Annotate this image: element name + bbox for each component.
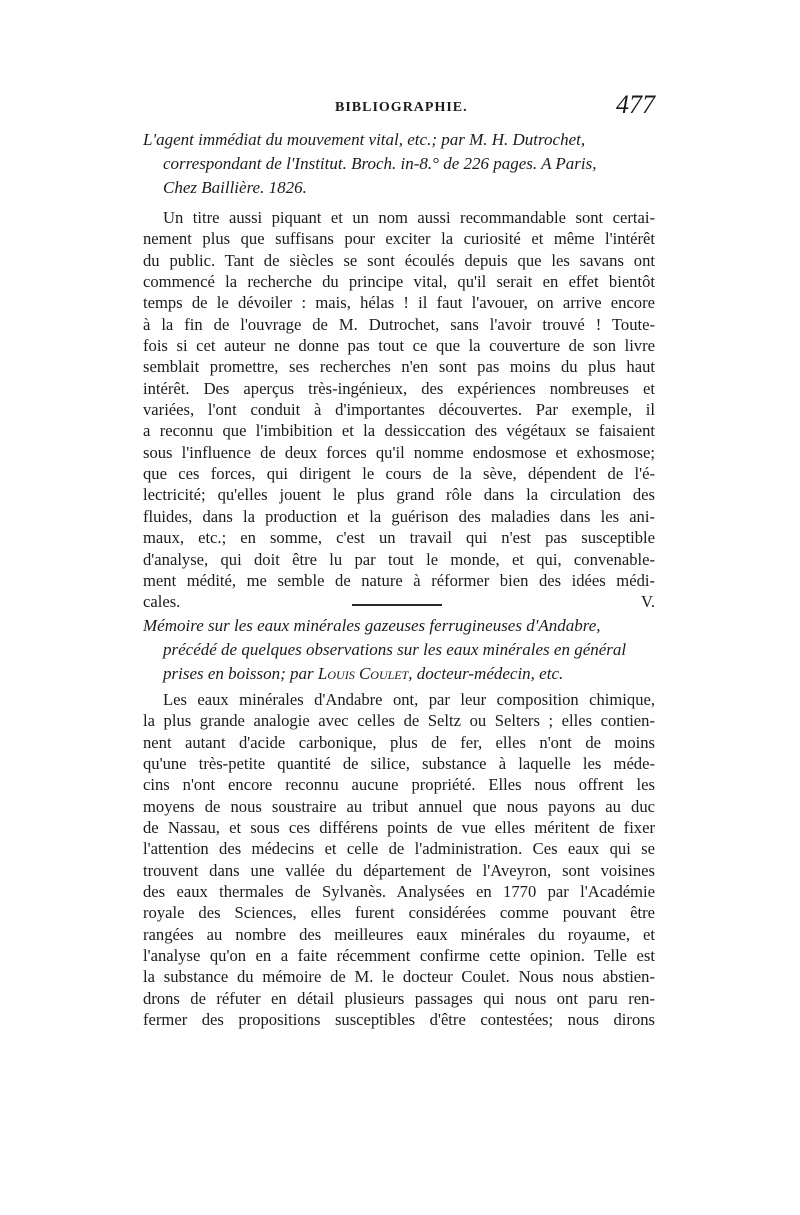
- text-line: nent autant d'acide carbonique, plus de fer, elles n'ont de moins: [143, 732, 655, 752]
- entry-title-line: correspondant de l'Institut. Broch. in-8.° de 226 pages. A Paris,: [163, 154, 597, 173]
- review-paragraph: [143, 689, 655, 1031]
- text-line: variées, l'ont conduit à d'importantes découvertes. Par exemple, il: [143, 400, 655, 420]
- text-line: rangées au nombre des meilleures eaux minérales du royaume, et: [143, 924, 655, 944]
- text-line: ment médité, me semble de nature à réformer bien des idées médi-: [143, 570, 655, 590]
- text-line: semblait promettre, ses recherches n'en sont pas moins du plus haut: [143, 357, 655, 377]
- text-line: Un titre aussi piquant et un nom aussi recommandable sont certai-: [163, 208, 655, 227]
- text-line: commencé la recherche du principe vital, qu'il serait en effet bientôt: [143, 272, 655, 292]
- text-line: trouvent dans une vallée du département de l'Aveyron, sont voisines: [143, 860, 655, 880]
- text-line: intérêt. Des aperçus très-ingénieux, des expériences nombreuses et: [143, 378, 655, 398]
- page-number: 477: [616, 90, 655, 119]
- text-line: temps de le dévoiler : mais, hélas ! il faut l'avouer, on arrive encore: [143, 293, 655, 313]
- text-line: fluides, dans la production et la guérison des maladies dans les ani-: [143, 506, 655, 526]
- section-divider: [352, 604, 442, 606]
- author-name: Louis Coulet: [317, 664, 409, 683]
- entry-title-line: L'agent immédiat du mouvement vital, etc.; par M. H. Dutrochet,: [143, 130, 586, 149]
- text-line: a reconnu que l'imbibition et la dessiccation des végétaux se faisaient: [143, 421, 655, 441]
- entry-title-text: prises en boisson; par: [163, 664, 314, 683]
- page-header: [145, 90, 655, 126]
- closing-line: [143, 591, 655, 612]
- text-line: la plus grande analogie avec celles de Seltz ou Selters ; elles contien-: [143, 711, 655, 731]
- entry-title-line: Chez Baillière. 1826.: [163, 178, 307, 197]
- review-paragraph: [143, 207, 655, 613]
- text-line: royale des Sciences, elles furent considérées comme pouvant être: [143, 903, 655, 923]
- text-line: du public. Tant de siècles se sont écoulés depuis que les savans ont: [143, 250, 655, 270]
- text-line: nement plus que suffisans pour exciter la curiosité et même l'intérêt: [143, 229, 655, 249]
- text-line: sous l'influence de deux forces qu'il nomme endosmose et exhosmose;: [143, 442, 655, 462]
- entry-dutrochet: [143, 128, 655, 200]
- entry-coulet: [143, 614, 655, 686]
- entry-title: [143, 128, 655, 200]
- text-line: maux, etc.; en somme, c'est un travail qui n'est pas susceptible: [143, 528, 655, 548]
- reviewer-signature: V.: [641, 592, 655, 612]
- text-line: de Nassau, et sous ces différens points de vue elles méritent de fixer: [143, 818, 655, 838]
- text-line: fermer des propositions susceptibles d'être contestées; nous dirons: [143, 1010, 655, 1030]
- text-line: fois si cet auteur ne donne pas tout ce que la couverture de son livre: [143, 336, 655, 356]
- text-line: des eaux thermales de Sylvanès. Analysées en 1770 par l'Académie: [143, 882, 655, 902]
- text-line: moyens de nous soustraire au tribut annuel que nous payons au duc: [143, 796, 655, 816]
- text-line: à la fin de l'ouvrage de M. Dutrochet, sans l'avoir trouvé ! Toute-: [143, 314, 655, 334]
- entry-title-line: Mémoire sur les eaux minérales gazeuses ferrugineuses d'Andabre,: [143, 616, 601, 635]
- entry-title-line: [143, 662, 655, 686]
- text-line: l'attention des médecins et celle de l'administration. Ces eaux qui se: [143, 839, 655, 859]
- text-line: Les eaux minérales d'Andabre ont, par leur composition chimique,: [163, 690, 655, 709]
- entry-title-line: précédé de quelques observations sur les eaux minérales en général: [163, 640, 627, 659]
- running-head: BIBLIOGRAPHIE.: [335, 100, 468, 115]
- text-line: lectricité; qu'elles jouent le plus grand rôle dans la circulation des: [143, 485, 655, 505]
- text-line: d'analyse, qui doit être lu par tout le monde, et qui, convenable-: [143, 549, 655, 569]
- text-line: cales.: [143, 592, 181, 612]
- text-line: que ces forces, qui dirigent le cours de la sève, dépendent de l'é-: [143, 464, 655, 484]
- entry-dutrochet-review: [143, 207, 655, 613]
- entry-coulet-review: [143, 689, 655, 1031]
- entry-title: [143, 614, 655, 686]
- text-line: qu'une très-petite quantité de silice, substance à laquelle les méde-: [143, 754, 655, 774]
- text-line: la substance du mémoire de M. le docteur Coulet. Nous nous abstien-: [143, 967, 655, 987]
- text-line: cins n'ont encore reconnu aucune propriété. Elles nous offrent les: [143, 775, 655, 795]
- text-line: drons de réfuter en détail plusieurs passages qui nous ont paru ren-: [143, 988, 655, 1008]
- text-line: l'analyse qu'on en a faite récemment confirme cette opinion. Telle est: [143, 946, 655, 966]
- entry-title-text: , docteur-médecin, etc.: [408, 664, 564, 683]
